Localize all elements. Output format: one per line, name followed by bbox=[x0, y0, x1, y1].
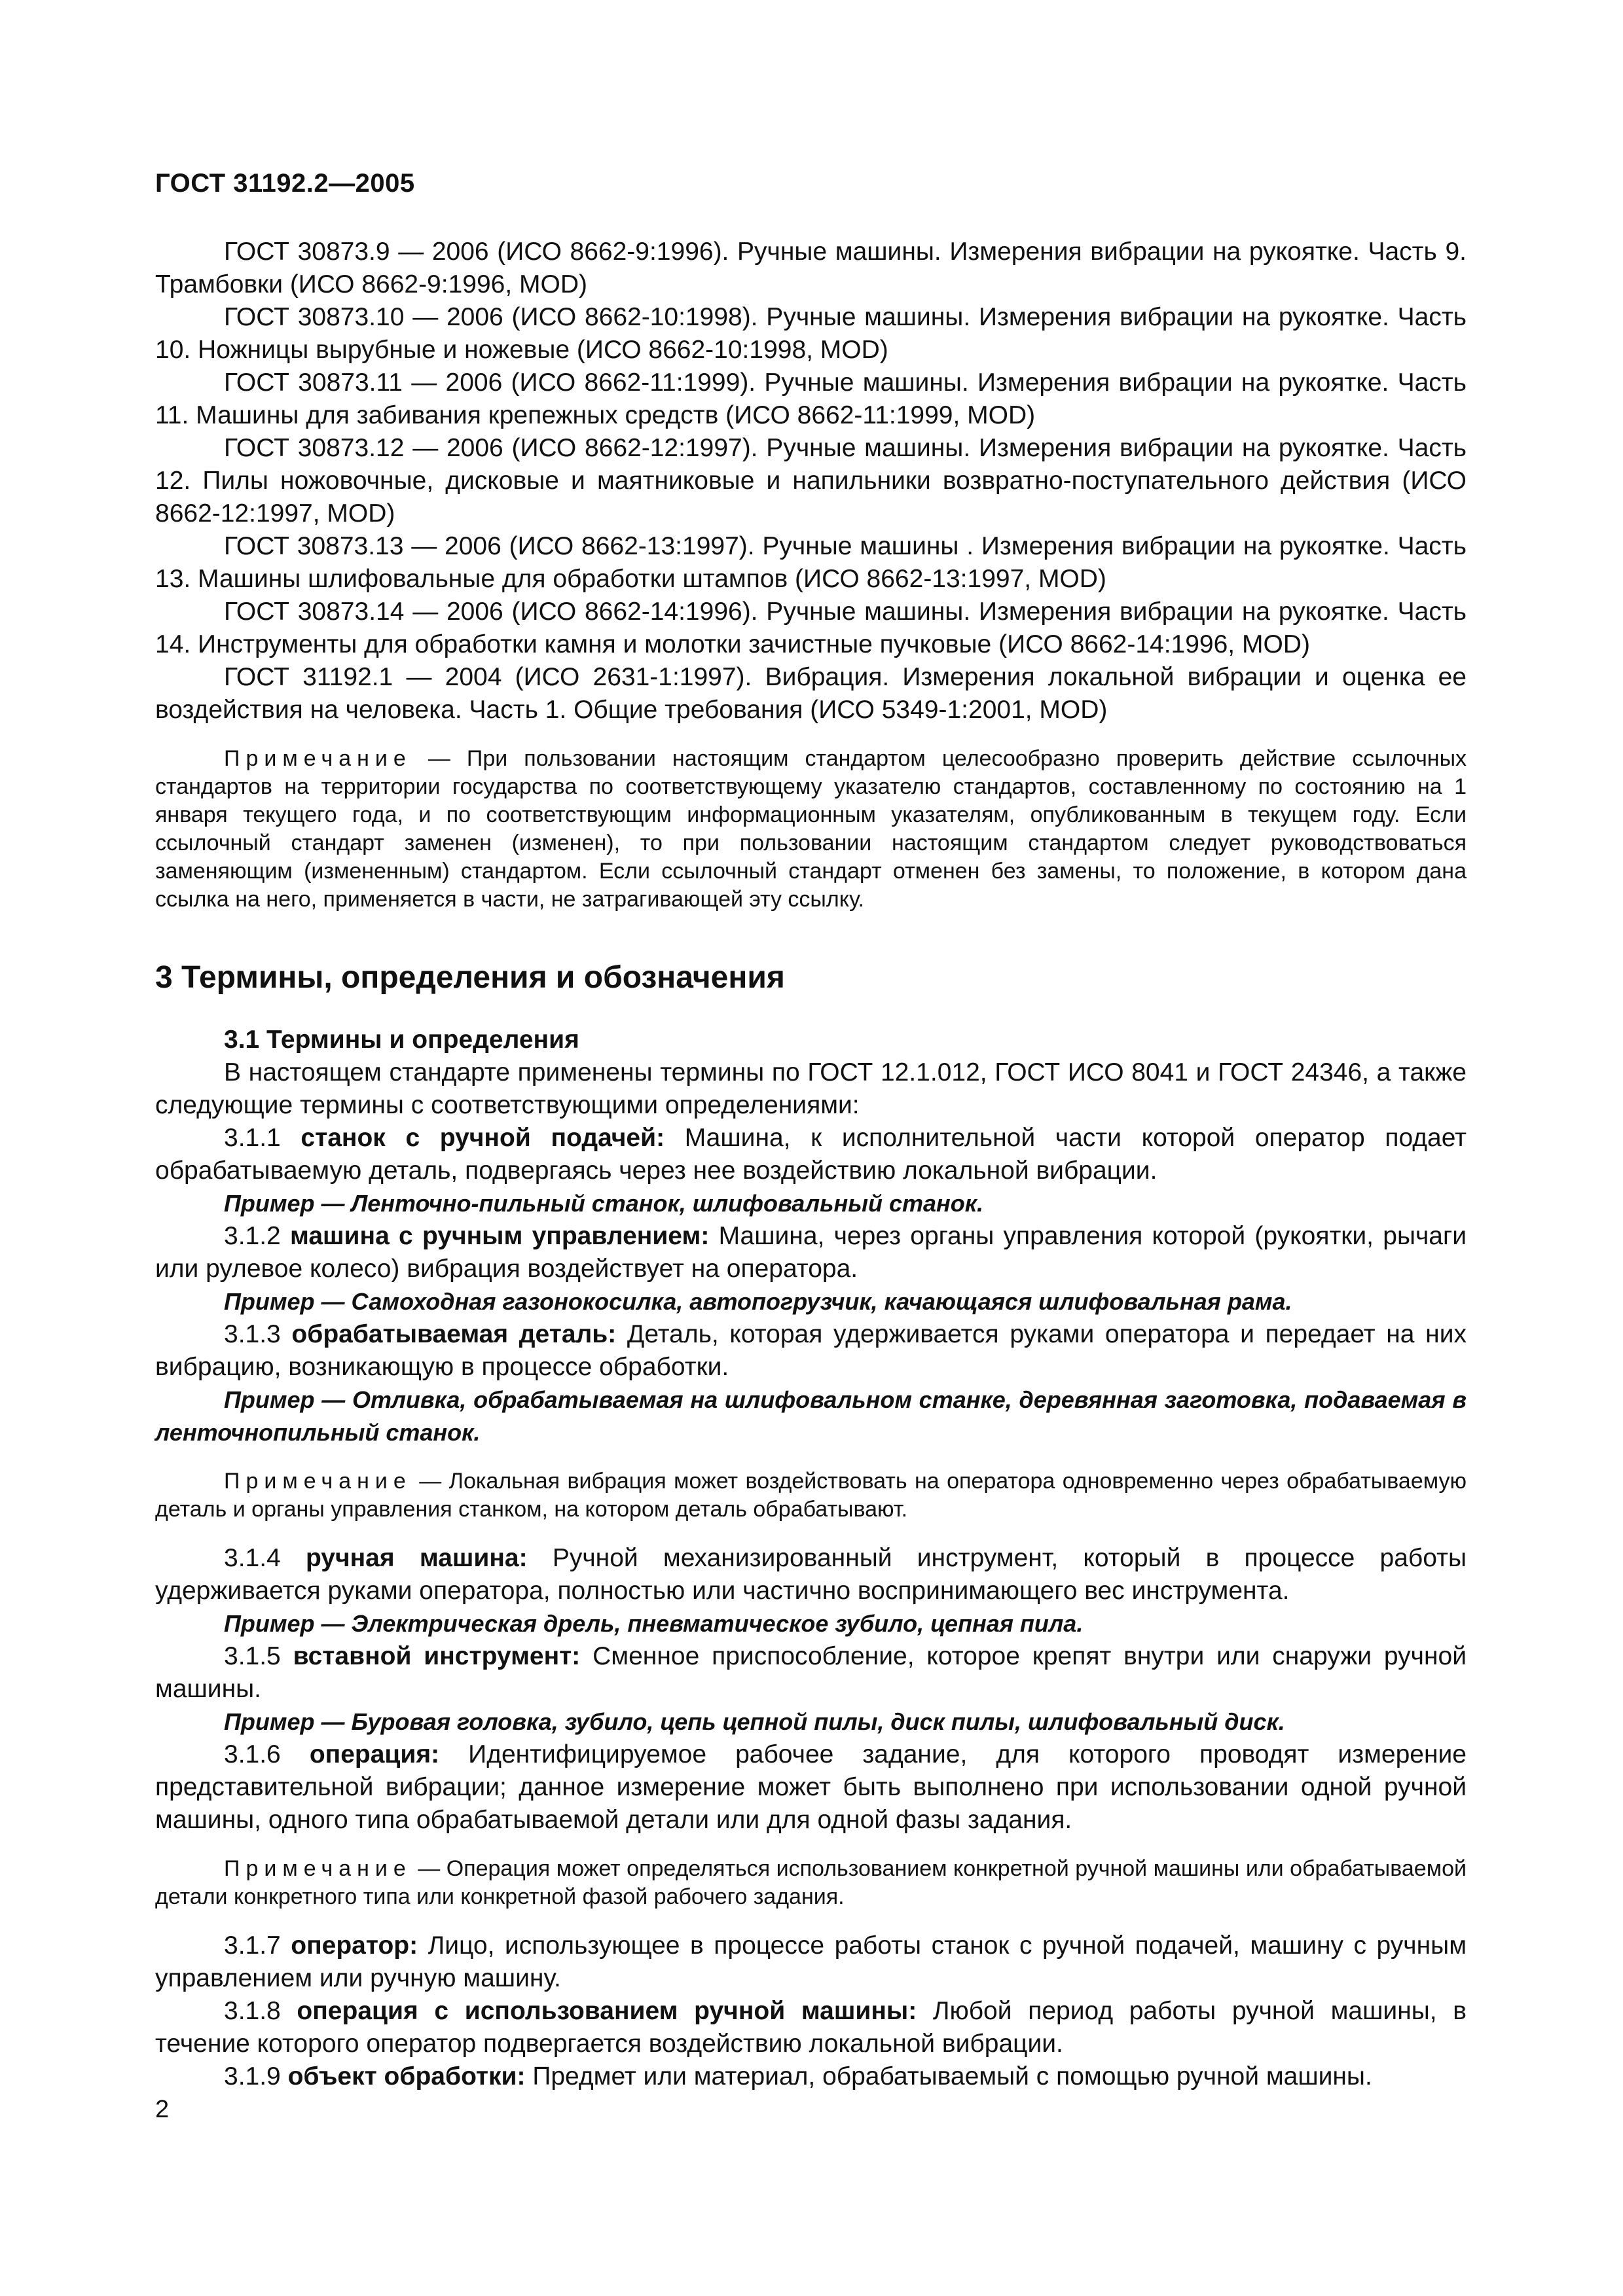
reference-item: ГОСТ 30873.9 — 2006 (ИСО 8662-9:1996). Ручные машины. Измерения вибрации на рукоятке. Часть 9. Трамбовки (ИСО 8662-9:1996, MOD) bbox=[155, 238, 1467, 298]
term-number: 3.1.9 bbox=[224, 2062, 288, 2090]
example-3-1-1: Пример — Ленточно-пильный станок, шлифовальный станок. bbox=[224, 1190, 983, 1217]
term-3-1-8 bbox=[155, 1995, 1467, 2060]
note-text: — Операция может определяться использованием конкретной ручной машины или обрабатываемой детали конкретного типа или конкретной фазой рабочего задания. bbox=[155, 1856, 1467, 1909]
term-definition: Любой период работы ручной машины, в течение которого оператор подвергается воздействию локальной вибрации. bbox=[155, 1997, 1467, 2058]
term-number: 3.1.2 bbox=[224, 1222, 291, 1250]
term-definition: Идентифицируемое рабочее задание, для которого проводят измерение представительной вибрации; данное измерение может быть выполнено при использовании одной ручной машины, одного типа обрабатываемой детали или для одной фазы задания. bbox=[155, 1740, 1467, 1834]
section-3-title: 3 Термины, определения и обозначения bbox=[155, 960, 785, 995]
term-name: станок с ручной подачей: bbox=[301, 1124, 665, 1152]
term-name: ручная машина: bbox=[305, 1544, 528, 1572]
term-number: 3.1.5 bbox=[224, 1642, 293, 1670]
term-number: 3.1.6 bbox=[224, 1740, 310, 1768]
term-definition: Машина, через органы управления которой (рукоятки, рычаги или рулевое колесо) вибрация воздействует на оператора. bbox=[155, 1222, 1467, 1283]
reference-item: ГОСТ 30873.12 — 2006 (ИСО 8662-12:1997). Ручные машины. Измерения вибрации на рукоятке. Часть 12. Пилы ножовочные, дисковые и маятниковые и напильники возвратно-поступательного действия (ИСО 8662-12:1997, MOD) bbox=[155, 434, 1467, 528]
example-3-1-4: Пример — Электрическая дрель, пневматическое зубило, цепная пила. bbox=[224, 1610, 1084, 1637]
section-intro: В настоящем стандарте применены термины по ГОСТ 12.1.012, ГОСТ ИСО 8041 и ГОСТ 24346, а также следующие термины с соответствующими определениями: bbox=[155, 1058, 1467, 1119]
term-3-1-6 bbox=[155, 1738, 1467, 1837]
reference-item: ГОСТ 30873.11 — 2006 (ИСО 8662-11:1999). Ручные машины. Измерения вибрации на рукоятке. Часть 11. Машины для забивания крепежных средств (ИСО 8662-11:1999, MOD) bbox=[155, 368, 1467, 429]
term-name: операция: bbox=[309, 1740, 440, 1768]
note-references bbox=[155, 745, 1467, 914]
term-definition: Машина, к исполнительной части которой оператор подает обрабатываемую деталь, подвергаясь через нее воздействию локальной вибрации. bbox=[155, 1124, 1467, 1185]
term-number: 3.1.7 bbox=[224, 1931, 291, 1960]
term-name: обрабатываемая деталь: bbox=[291, 1320, 617, 1348]
document-header-id: ГОСТ 31192.2—2005 bbox=[155, 169, 415, 198]
term-3-1-2 bbox=[155, 1220, 1467, 1285]
document-body bbox=[155, 236, 1467, 2093]
term-definition: Деталь, которая удерживается руками оператора и передает на них вибрацию, возникающую в процессе обработки. bbox=[155, 1320, 1467, 1381]
term-3-1-4 bbox=[155, 1542, 1467, 1607]
term-name: машина с ручным управлением: bbox=[290, 1222, 710, 1250]
term-definition: Ручной механизированный инструмент, который в процессе работы удерживается руками оператора, полностью или частично воспринимающего вес инструмента. bbox=[155, 1544, 1467, 1605]
example-3-1-3: Пример — Отливка, обрабатываемая на шлифовальном станке, деревянная заготовка, подаваемая в ленточнопильный станок. bbox=[155, 1386, 1467, 1446]
term-number: 3.1.1 bbox=[224, 1124, 301, 1152]
page-number: 2 bbox=[155, 2096, 170, 2123]
note-text: — При пользовании настоящим стандартом целесообразно проверить действие ссылочных стандартов на территории государства по соответствующему указателю стандартов, составленному по состоянию на 1 января текущего года, и по соответствующим информационным указателям, опубликованным в текущем году. Если ссылочный стандарт заменен (изменен), то при пользовании настоящим стандартом следует руководствоваться заменяющим (измененным) стандартом. Если ссылочный стандарт отменен без замены, то положение, в котором дана ссылка на него, применяется в части, не затрагивающей эту ссылку. bbox=[155, 746, 1467, 912]
term-name: вставной инструмент: bbox=[293, 1642, 581, 1670]
term-definition: Лицо, использующее в процессе работы станок с ручной подачей, машину с ручным управлением или ручную машину. bbox=[155, 1931, 1467, 1992]
term-3-1-1 bbox=[155, 1122, 1467, 1187]
note-label: Примечание bbox=[224, 1856, 412, 1881]
note-3-1-3 bbox=[155, 1467, 1467, 1524]
reference-item: ГОСТ 30873.13 — 2006 (ИСО 8662-13:1997). Ручные машины . Измерения вибрации на рукоятке. Часть 13. Машины шлифовальные для обработки штампов (ИСО 8662-13:1997, MOD) bbox=[155, 532, 1467, 593]
note-3-1-6 bbox=[155, 1855, 1467, 1911]
note-label: Примечание bbox=[224, 1469, 412, 1494]
term-number: 3.1.4 bbox=[224, 1544, 306, 1572]
example-3-1-5: Пример — Буровая головка, зубило, цепь цепной пилы, диск пилы, шлифовальный диск. bbox=[224, 1708, 1285, 1735]
reference-item: ГОСТ 30873.14 — 2006 (ИСО 8662-14:1996). Ручные машины. Измерения вибрации на рукоятке. Часть 14. Инструменты для обработки камня и молотки зачистные пучковые (ИСО 8662-14:1996, MOD) bbox=[155, 598, 1467, 658]
term-3-1-5 bbox=[155, 1640, 1467, 1706]
term-name: операция с использованием ручной машины: bbox=[297, 1997, 917, 2025]
reference-item: ГОСТ 31192.1 — 2004 (ИСО 2631-1:1997). Вибрация. Измерения локальной вибрации и оценка ее воздействия на человека. Часть 1. Общие требования (ИСО 5349-1:2001, MOD) bbox=[155, 663, 1467, 724]
term-number: 3.1.3 bbox=[224, 1320, 292, 1348]
reference-item: ГОСТ 30873.10 — 2006 (ИСО 8662-10:1998). Ручные машины. Измерения вибрации на рукоятке. Часть 10. Ножницы вырубные и ножевые (ИСО 8662-10:1998, MOD) bbox=[155, 303, 1467, 364]
subsection-3-1-title: 3.1 Термины и определения bbox=[224, 1026, 579, 1054]
term-3-1-3 bbox=[155, 1318, 1467, 1384]
example-3-1-2: Пример — Самоходная газонокосилка, автопогрузчик, качающаяся шлифовальная рама. bbox=[224, 1288, 1292, 1315]
term-number: 3.1.8 bbox=[224, 1997, 297, 2025]
note-label: Примечание bbox=[224, 746, 412, 771]
note-text: — Локальная вибрация может воздействовать на оператора одновременно через обрабатываемую деталь и органы управления станком, на котором деталь обрабатывают. bbox=[155, 1469, 1467, 1522]
term-3-1-7 bbox=[155, 1929, 1467, 1995]
term-name: оператор: bbox=[291, 1931, 418, 1960]
term-name: объект обработки: bbox=[287, 2062, 526, 2090]
term-3-1-9 bbox=[155, 2060, 1467, 2093]
term-definition: Предмет или материал, обрабатываемый с помощью ручной машины. bbox=[525, 2062, 1372, 2090]
term-definition: Сменное приспособление, которое крепят внутри или снаружи ручной машины. bbox=[155, 1642, 1467, 1703]
